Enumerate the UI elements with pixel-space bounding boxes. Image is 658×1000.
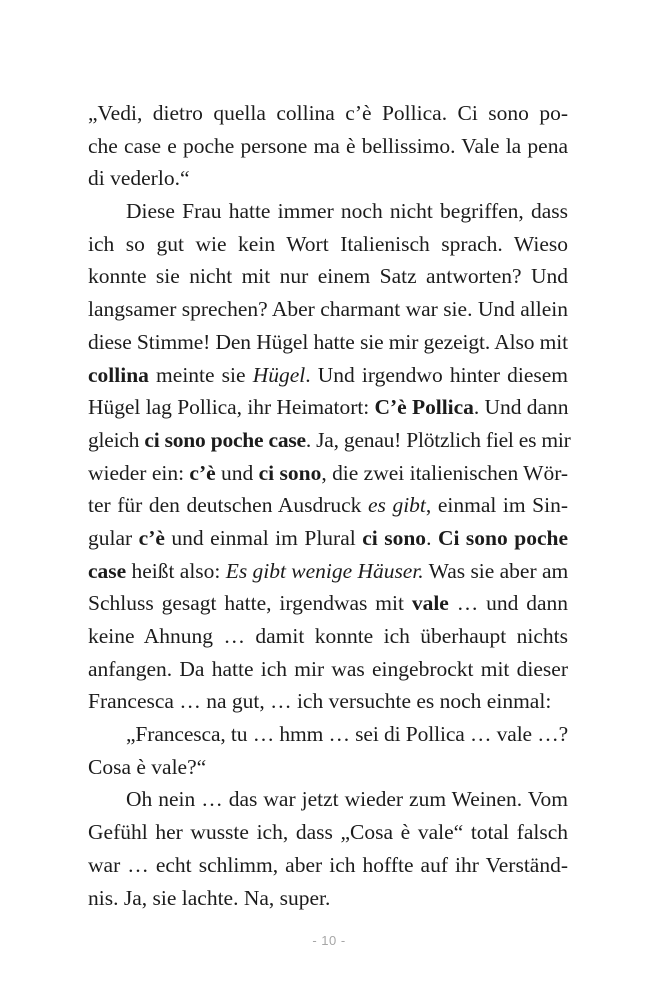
text-line xyxy=(88,522,568,555)
bold-term: c’è xyxy=(138,525,165,550)
text-line: anfangen. Da hatte ich mir was eingebrockt mit dieser xyxy=(88,656,568,681)
text-line: „Vedi, dietro quella collina c’è Pollica. Ci sono po- xyxy=(88,101,568,125)
text-line xyxy=(88,457,568,490)
bold-term: ci sono xyxy=(362,525,427,550)
text-run: . Und irgendwo hinter diesem xyxy=(305,362,568,387)
text-run: . Und dann xyxy=(473,395,569,420)
text-run: wieder ein: xyxy=(88,460,190,485)
italic-term: es gibt xyxy=(367,493,426,518)
text-run: gular xyxy=(88,525,139,550)
text-run: Hügel lag Pollica, ihr Heimatort: xyxy=(88,395,375,420)
text-run: . Ja, genau! Plötzlich fiel es mir xyxy=(305,427,571,452)
text-line xyxy=(88,424,571,457)
text-run: und xyxy=(215,460,259,485)
text-line: nis. Ja, sie lachte. Na, super. xyxy=(88,885,331,910)
text-line: war … echt schlimm, aber ich hoffte auf ihr Verständ- xyxy=(88,852,568,877)
text-line: konnte sie nicht mit nur einem Satz antworten? Und xyxy=(88,264,568,289)
text-line: keine Ahnung … damit konnte ich überhaupt nichts xyxy=(88,624,568,648)
text-line: „Francesca, tu … hmm … sei di Pollica … vale …? xyxy=(126,722,569,747)
text-line xyxy=(88,391,568,424)
text-line: di vederlo.“ xyxy=(88,166,190,191)
text-run: Schluss gesagt hatte, irgendwas mit xyxy=(88,591,412,616)
bold-term: Ci sono poche xyxy=(437,525,569,550)
text-line xyxy=(88,555,568,588)
bold-term: collina xyxy=(88,362,149,387)
bold-term: vale xyxy=(411,591,449,616)
italic-term: Es gibt wenige Häuser. xyxy=(225,558,424,583)
text-run: gleich xyxy=(88,427,145,452)
text-line: ich so gut wie kein Wort Italienisch sprach. Wieso xyxy=(88,231,568,256)
page-number: - 10 - xyxy=(312,933,346,948)
text-line: diese Stimme! Den Hügel hatte sie mir gezeigt. Also mit xyxy=(88,329,568,354)
bold-term: ci sono poche case xyxy=(144,427,306,452)
text-line: che case e poche persone ma è bellissimo. Vale la pena xyxy=(88,133,568,158)
text-run: , die zwei italienischen Wör- xyxy=(321,460,569,485)
text-run: ter für den deutschen Ausdruck xyxy=(88,493,368,518)
italic-term: Hügel xyxy=(252,362,306,387)
text-run: meinte sie xyxy=(148,362,253,387)
text-run: Was sie aber am xyxy=(423,558,569,583)
body-text xyxy=(88,97,571,914)
text-run: und einmal im Plural xyxy=(164,525,363,550)
text-run: heißt also: xyxy=(126,558,226,583)
text-line xyxy=(88,359,568,392)
text-line: Gefühl her wusste ich, dass „Cosa è vale“ total falsch xyxy=(88,820,568,845)
text-run: . xyxy=(426,525,438,550)
bold-term: C’è Pollica xyxy=(374,395,474,420)
text-line xyxy=(88,587,568,620)
bold-term: ci sono xyxy=(258,460,322,485)
text-line: langsamer sprechen? Aber charmant war sie. Und allein xyxy=(88,297,568,322)
text-line: Cosa è vale?“ xyxy=(88,754,207,779)
text-line: Francesca … na gut, … ich versuchte es noch einmal: xyxy=(88,689,552,714)
text-run: … und dann xyxy=(448,591,569,616)
text-run: , einmal im Sin- xyxy=(425,493,569,518)
text-line xyxy=(88,489,568,522)
bold-term: case xyxy=(88,558,127,583)
bold-term: c’è xyxy=(189,460,216,485)
text-line: Oh nein … das war jetzt wieder zum Weinen. Vom xyxy=(126,787,568,812)
text-line: Diese Frau hatte immer noch nicht begriffen, dass xyxy=(126,199,568,224)
